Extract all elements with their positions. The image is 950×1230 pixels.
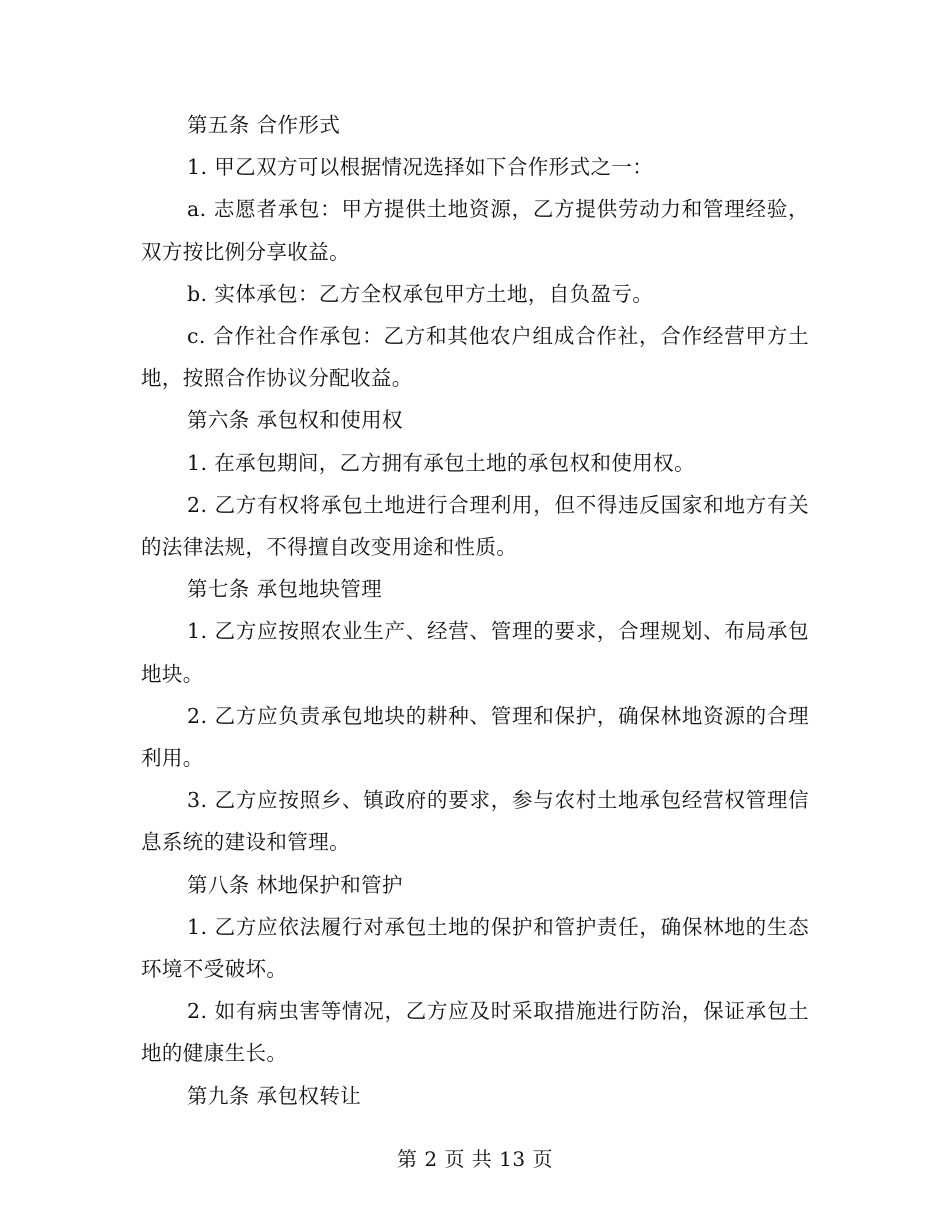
footer-mid: 页 共 bbox=[444, 1147, 493, 1171]
article-7-item-1: 1. 乙方应按照农业生产、经营、管理的要求，合理规划、布局承包地块。 bbox=[141, 619, 809, 686]
article-6-item-2: 2. 乙方有权将承包土地进行合理利用，但不得违反国家和地方有关的法律法规，不得擅自改变用途和性质。 bbox=[141, 492, 809, 560]
footer-suffix: 页 bbox=[532, 1147, 553, 1171]
article-8-heading: 第八条 林地保护和管护 bbox=[187, 872, 403, 897]
article-8-item-1: 1. 乙方应依法履行对承包土地的保护和管护责任，确保林地的生态环境不受破坏。 bbox=[141, 914, 809, 982]
article-5-item-1: 1. 甲乙双方可以根据情况选择如下合作形式之一： bbox=[187, 155, 654, 180]
article-9-heading: 第九条 承包权转让 bbox=[187, 1083, 362, 1108]
article-6-item-1: 1. 在承包期间，乙方拥有承包土地的承包权和使用权。 bbox=[187, 450, 695, 475]
document-body bbox=[141, 104, 809, 1117]
article-6-heading: 第六条 承包权和使用权 bbox=[187, 408, 403, 433]
article-8-item-2: 2. 如有病虫害等情况，乙方应及时采取措施进行防治，保证承包土地的健康生长。 bbox=[141, 999, 809, 1066]
article-5-option-c: c. 合作社合作承包：乙方和其他农户组成合作社，合作经营甲方土地，按照合作协议分配收益。 bbox=[141, 324, 809, 391]
article-7-item-3: 3. 乙方应按照乡、镇政府的要求，参与农村土地承包经营权管理信息系统的建设和管理。 bbox=[141, 788, 809, 855]
article-5-option-b: b. 实体承包：乙方全权承包甲方土地，自负盈亏。 bbox=[187, 281, 654, 306]
page-footer bbox=[0, 1143, 950, 1172]
article-5-option-a: a. 志愿者承包：甲方提供土地资源，乙方提供劳动力和管理经验，双方按比例分享收益。 bbox=[141, 197, 809, 264]
footer-total-pages: 13 bbox=[499, 1147, 526, 1171]
footer-current-page: 2 bbox=[424, 1147, 438, 1171]
article-7-heading: 第七条 承包地块管理 bbox=[187, 577, 383, 602]
footer-prefix: 第 bbox=[397, 1147, 418, 1171]
article-5-heading: 第五条 合作形式 bbox=[187, 113, 341, 137]
article-7-item-2: 2. 乙方应负责承包地块的耕种、管理和保护，确保林地资源的合理利用。 bbox=[141, 703, 809, 771]
